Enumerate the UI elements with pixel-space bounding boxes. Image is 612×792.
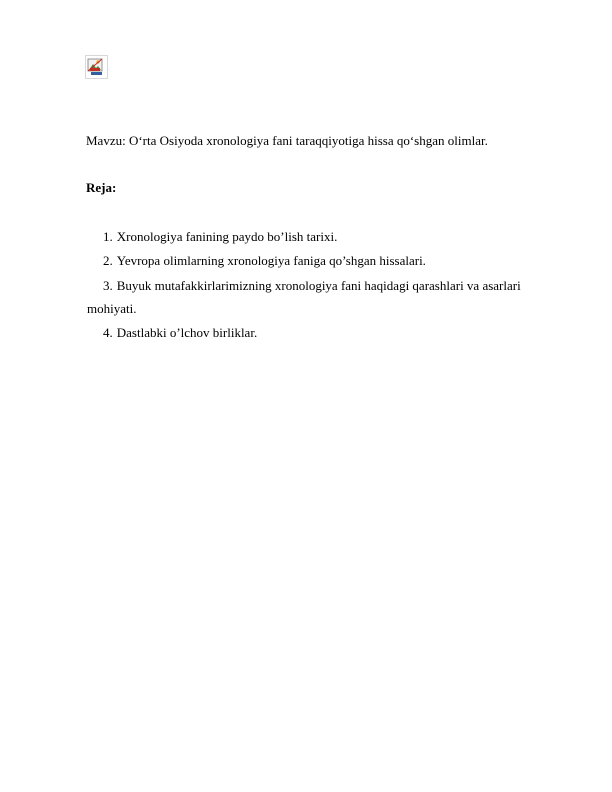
plan-item-number: 4. [103, 325, 113, 340]
plan-item-1 [103, 229, 337, 245]
plan-item-3 [103, 278, 521, 294]
plan-item-number: 2. [103, 253, 113, 268]
plan-item-4 [103, 325, 257, 341]
plan-heading: Reja: [86, 180, 117, 195]
plan-item-text: Buyuk mutafakkirlarimizning xronologiya fani haqidagi qarashlari va asarlari [116, 278, 521, 293]
plan-item-2 [103, 253, 426, 269]
plan-item-text: Yevropa olimlarning xronologiya faniga qo’shgan hissalari. [116, 253, 426, 268]
plan-item-number: 3. [103, 278, 113, 293]
plan-item-3-continuation: mohiyati. [87, 301, 137, 316]
plan-item-text: Dastlabki o’lchov birliklar. [116, 325, 258, 340]
broken-image-icon [85, 55, 108, 79]
plan-item-text: Xronologiya fanining paydo bo’lish tarixi. [116, 229, 338, 244]
topic-title: Mavzu: O‘rta Osiyoda xronologiya fani taraqqiyotiga hissa qo‘shgan olimlar. [86, 133, 488, 148]
plan-item-number: 1. [103, 229, 113, 244]
